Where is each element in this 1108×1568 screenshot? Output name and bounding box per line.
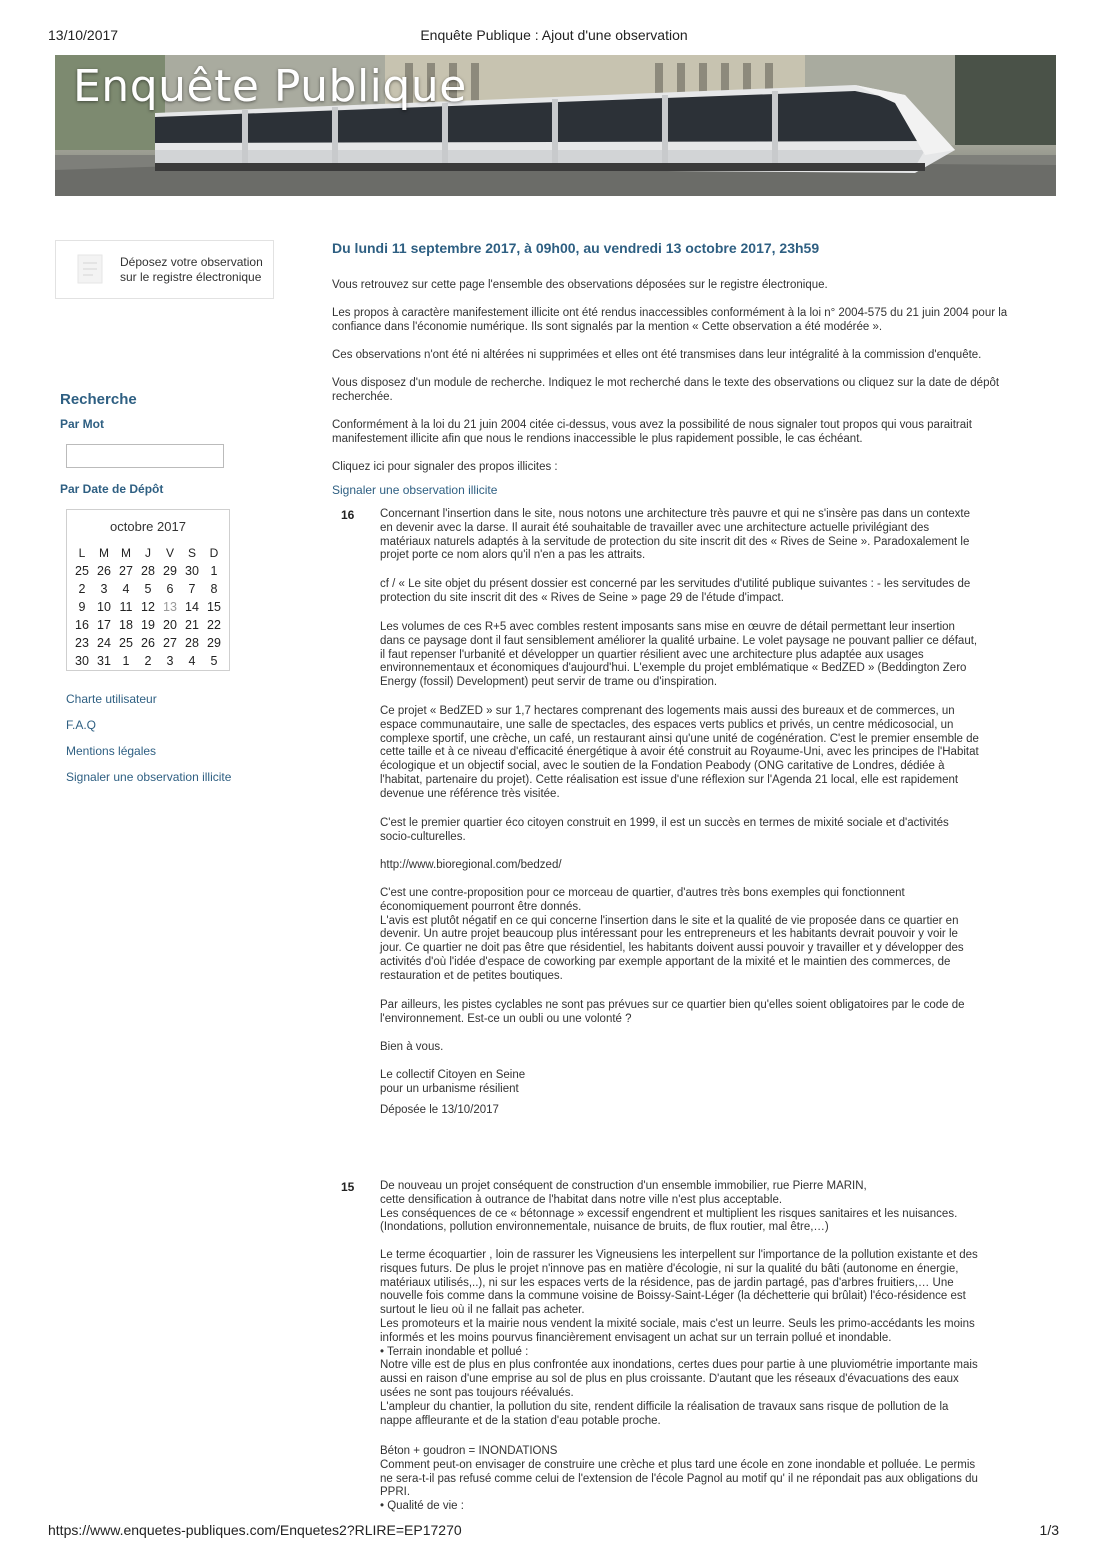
link-mentions-legales[interactable]: Mentions légales <box>66 744 157 758</box>
observation-number: 16 <box>341 508 355 522</box>
intro-paragraph: Conformément à la loi du 21 juin 2004 citée ci-dessus, vous avez la possibilité de nous signaler tout propos qui vous paraitrait manifestement illicite afin que nous le rendions inaccessible le plus rapidement possible, le cas échéant. <box>332 419 972 445</box>
calendar-day[interactable]: 28 <box>185 636 199 650</box>
calendar-day[interactable]: 30 <box>185 564 199 578</box>
observation-paragraph: Les volumes de ces R+5 avec combles restent imposants sans mise en œuvre de détail permettant leur insertion dans ce paysage dont il faut sensiblement améliorer la qualité urbaine. Le volet paysage ne pouvant pallier ce défaut, il faut repenser l'urbanité et développer un quartier résilient avec une architecture plus adaptée aux usages environnementaux et économiques d'aujourd'hui. L'exemple du projet emblématique « BedZED » (Beddington Zero Energy (fossil) Development) peut servir de trame ou d'inspiration. <box>380 621 978 689</box>
calendar-day[interactable]: 3 <box>100 582 108 596</box>
observation-paragraph: C'est une contre-proposition pour ce morceau de quartier, d'autres très bons exemples qui fonctionnent économiquement pourront être donnés. L'avis est plutôt négatif en ce qui concerne l'insertion dans le site et la qualité de vie proposée dans ce quartier en devenir. Un autre projet beaucoup plus intéressant pour les entrepreneurs et les habitants devrait pouvoir y voir le jour. Ce quartier ne doit pas être que résidentiel, les habitants doivent aussi pouvoir y travailler et y développer des activités d'où l'idée d'espace de coworking par exemple apportant de la mixité et le maintien des commerces, de restauration et de petites boutiques. <box>380 887 964 982</box>
calendar-day[interactable]: 4 <box>188 654 196 668</box>
calendar-day[interactable]: 18 <box>119 618 133 632</box>
observation-paragraph: http://www.bioregional.com/bedzed/ <box>380 859 562 871</box>
calendar-day[interactable]: 20 <box>163 618 177 632</box>
period-title: Du lundi 11 septembre 2017, à 09h00, au vendredi 13 octobre 2017, 23h59 <box>332 240 820 256</box>
calendar-day[interactable]: 25 <box>119 636 133 650</box>
intro-paragraph: Vous retrouvez sur cette page l'ensemble des observations déposées sur le registre électronique. <box>332 279 828 291</box>
calendar-day[interactable]: 6 <box>166 582 174 596</box>
calendar-week-row <box>71 580 225 598</box>
calendar-day[interactable]: 16 <box>75 618 89 632</box>
intro-paragraph: Ces observations n'ont été ni altérées ni supprimées et elles ont été transmises dans leur intégralité à la commission d'enquête. <box>332 349 982 361</box>
calendar-day[interactable]: 26 <box>141 636 155 650</box>
calendar-weekday: D <box>209 546 219 560</box>
calendar-day[interactable]: 28 <box>141 564 155 578</box>
pen-icon <box>74 251 108 287</box>
calendar-day[interactable]: 7 <box>188 582 196 596</box>
calendar-day[interactable]: 30 <box>75 654 89 668</box>
calendar-weekday: M <box>121 546 131 560</box>
calendar-weekday: J <box>145 546 151 560</box>
banner <box>55 55 1056 196</box>
link-signaler-observation[interactable]: Signaler une observation illicite <box>66 770 232 784</box>
calendar-weekday: S <box>187 546 196 560</box>
calendar-day[interactable]: 31 <box>97 654 111 668</box>
print-page-number: 1/3 <box>1039 1522 1059 1538</box>
calendar-week-row <box>71 598 225 616</box>
calendar-day[interactable]: 2 <box>78 582 86 596</box>
calendar-day[interactable]: 27 <box>119 564 133 578</box>
observation-paragraph: Ce projet « BedZED » sur 1,7 hectares comprenant des logements mais aussi des bureaux et de commerces, un espace communautaire, une salle de spectacles, des espaces verts publics et privés, un centre médicosocial, un complexe sportif, une crèche, un café, un restaurant ainsi qu'une unité de cogénération. C'est le premier ensemble de cette taille et à ce niveau d'efficacité énergétique à avoir été construit au Royaume-Uni, avec les principes de l'Habitat écologique et un objectif social, avec le soutien de la Fondation Peabody (ONG caritative de Londres, dédiée à l'habitat, partenaire du projet). Cette réalisation est issue d'une réflexion sur l'Agenda 21 local, elle est rapidement devenue une référence très visitée. <box>380 705 979 800</box>
observation-paragraph: cf / « Le site objet du présent dossier est concerné par les servitudes d'utilité publique suivantes : - les servitudes de protection du site inscrit dit des « Rives de Seine » page 29 de l'étude d'impact. <box>380 578 971 604</box>
observation-paragraph: Béton + goudron = INONDATIONS Comment peut-on envisager de construire une crèche et plus tard une école en zone inondable et polluée. Le permis ne sera-t-il pas refusé comme celui de l'extension de l'école Pagnol au motif qu' il ne répondait pas aux obligations du PPRI. • Qualité de vie : <box>380 1445 978 1513</box>
search-title: Recherche <box>60 391 137 408</box>
calendar-weekday: M <box>99 546 109 560</box>
calendar-day[interactable]: 25 <box>75 564 89 578</box>
print-title: Enquête Publique : Ajout d'une observation <box>420 27 688 43</box>
report-illicit-link[interactable]: Signaler une observation illicite <box>332 483 498 497</box>
deposit-observation-label: Déposez votre observation sur le registre électronique <box>120 255 263 284</box>
calendar-day[interactable]: 24 <box>97 636 111 650</box>
intro-paragraph: Les propos à caractère manifestement illicite ont été rendus inaccessibles conformément à la loi n° 2004-575 du 21 juin 2004 pour la confiance dans l'économie numérique. Ils sont signalés par la mention « Cette observation a été modérée ». <box>332 307 1008 333</box>
calendar-day[interactable]: 22 <box>207 618 221 632</box>
calendar-day[interactable]: 8 <box>210 582 218 596</box>
calendar-day[interactable]: 29 <box>207 636 221 650</box>
calendar-day[interactable]: 10 <box>97 600 111 614</box>
calendar-day[interactable]: 21 <box>185 618 199 632</box>
intro-paragraph: Vous disposez d'un module de recherche. Indiquez le mot recherché dans le texte des observations ou cliquez sur la date de dépôt recherchée. <box>332 377 1000 403</box>
observation-signature: Le collectif Citoyen en Seine pour un urbanisme résilient <box>380 1069 526 1095</box>
print-url: https://www.enquetes-publiques.com/Enquetes2?RLIRE=EP17270 <box>48 1522 462 1538</box>
calendar-day[interactable]: 19 <box>141 618 155 632</box>
link-charte-utilisateur[interactable]: Charte utilisateur <box>66 692 157 706</box>
calendar-day[interactable]: 29 <box>163 564 177 578</box>
observation-paragraph: Par ailleurs, les pistes cyclables ne sont pas prévues sur ce quartier bien qu'elles soient obligatoires par le code de l'environnement. Est-ce un oubli ou une volonté ? <box>380 999 965 1025</box>
observation-paragraph: C'est le premier quartier éco citoyen construit en 1999, il est un succès en termes de mixité sociale et d'activités socio-culturelles. <box>380 817 949 843</box>
calendar-day[interactable]: 13 <box>163 600 177 614</box>
observation-date: Déposée le 13/10/2017 <box>380 1104 499 1116</box>
calendar-day[interactable]: 14 <box>185 600 199 614</box>
calendar-day[interactable]: 2 <box>144 654 152 668</box>
observation-paragraph: De nouveau un projet conséquent de construction d'un ensemble immobilier, rue Pierre MARIN, cette densification à outrance de l'habitat dans notre ville n'est plus acceptable. Les conséquences de ce « bétonnage » excessif engendrent et multiplient les risques sanitaires et les nuisances. (Inondations, pollution environnementale, nuisance de bruits, de flux routier, mal être,…) <box>380 1180 958 1234</box>
calendar-day[interactable]: 26 <box>97 564 111 578</box>
deposit-observation-button[interactable] <box>55 240 274 299</box>
print-date: 13/10/2017 <box>48 27 119 43</box>
observation-paragraph: Le terme écoquartier , loin de rassurer les Vigneusiens les interpellent sur l'importance de la pollution existante et des risques futurs. De plus le projet n'innove pas en matière d'écologie, ni sur la qualité du bâti (autonome en énergie, matériaux utilisés,..), ni sur les espaces verts de la résidence, pas de jardin partagé, pas d'arbres fruitiers,… Une nouvelle fois comme dans la commune voisine de Boissy-Saint-Léger (la déchetterie qui brûlait) l'éco-résidence est surtout le lieu où il ne fallait pas acheter. Les promoteurs et la mairie nous vendent la mixité sociale, mais c'est un leurre. Seuls les primo-accédants les moins informés et les moins pourvus financièrement envisagent un achat sur un terrain pollué et inondable. • Terrain inondable et pollué : Notre ville est de plus en plus confrontée aux inondations, certes dues pour partie à une pluviométrie importante mais aussi en raison d'une emprise au sol de plus en plus croissante. D'autant que les réseaux d'évacuations des eaux usées ne sont pas toujours réévalués. L'ampleur du chantier, la pollution du site, rendent difficile la réalisation de travaux sans risque de pollution de la nappe affleurante et de la station d'eau potable proche. <box>380 1249 978 1427</box>
calendar-day[interactable]: 15 <box>207 600 221 614</box>
calendar-week-row <box>71 652 225 670</box>
observation-paragraph: Concernant l'insertion dans le site, nous notons une architecture très pauvre et qui ne s'insère pas dans un contexte en devenir avec la darse. Il aurait été souhaitable de travailler avec une architecture actuelle privilégiant des matériaux naturels adaptés à la servitude de protection du site inscrit dit des « Rives de Seine ». Paradoxalement le projet porte ce nom alors qu'il n'en a pas les attraits. <box>380 508 970 562</box>
search-by-word-label: Par Mot <box>60 417 105 431</box>
observation-paragraph: Bien à vous. <box>380 1041 444 1053</box>
search-input[interactable] <box>66 444 224 468</box>
search-by-date-label: Par Date de Dépôt <box>60 482 164 496</box>
calendar-day[interactable]: 9 <box>78 600 86 614</box>
calendar-day[interactable]: 4 <box>122 582 130 596</box>
calendar-day[interactable]: 17 <box>97 618 111 632</box>
calendar-day[interactable]: 11 <box>119 600 133 614</box>
calendar-day[interactable]: 12 <box>141 600 155 614</box>
calendar-week-row <box>71 562 225 580</box>
calendar-day[interactable]: 1 <box>122 654 130 668</box>
calendar-weekday: L <box>78 546 86 560</box>
calendar-grid <box>71 544 225 670</box>
calendar-weekday: V <box>165 546 174 560</box>
print-footer <box>0 1522 1108 1542</box>
link-faq[interactable]: F.A.Q <box>66 718 97 732</box>
calendar-day[interactable]: 23 <box>75 636 89 650</box>
print-header <box>0 27 1108 47</box>
calendar-month: octobre 2017 <box>110 519 186 534</box>
calendar-day[interactable]: 27 <box>163 636 177 650</box>
calendar-day[interactable]: 3 <box>166 654 174 668</box>
calendar-week-row <box>71 616 225 634</box>
calendar-day[interactable]: 5 <box>144 582 152 596</box>
observation-number: 15 <box>341 1180 355 1194</box>
intro-paragraph: Cliquez ici pour signaler des propos illicites : <box>332 461 558 473</box>
calendar-day[interactable]: 5 <box>210 654 218 668</box>
calendar-day[interactable]: 1 <box>210 564 218 578</box>
calendar-week-row <box>71 634 225 652</box>
date-calendar <box>66 509 230 671</box>
calendar-weekday-row <box>71 544 225 562</box>
banner-title: Enquête Publique <box>73 61 467 112</box>
